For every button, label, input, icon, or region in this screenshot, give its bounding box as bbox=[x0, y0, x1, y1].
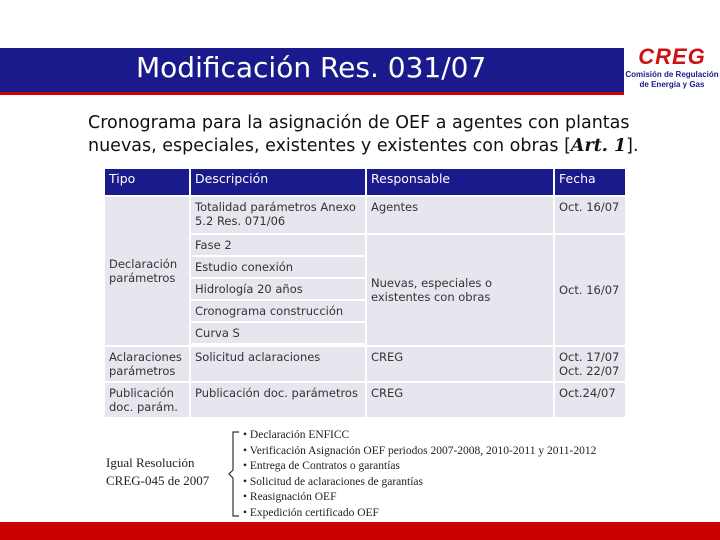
cell-desc-publicacion: Publicación doc. parámetros bbox=[190, 382, 366, 418]
fecha-aclaraciones-1: Oct. 17/07 bbox=[559, 350, 620, 364]
list-item: • Entrega de Contratos o garantías bbox=[243, 459, 596, 475]
table-header-row bbox=[104, 168, 626, 196]
subtitle-line-2-suffix: ]. bbox=[626, 136, 639, 156]
resolution-note bbox=[106, 454, 224, 490]
slide-title: Modificación Res. 031/07 bbox=[136, 51, 487, 84]
logo-line-1: Comisión de Regulación bbox=[625, 70, 719, 79]
header-tipo: Tipo bbox=[104, 168, 190, 196]
cell-fecha-group: Oct. 16/07 bbox=[554, 234, 626, 346]
cell-cronograma-construccion: Cronograma construcción bbox=[190, 300, 366, 322]
cell-fecha-r1: Oct. 16/07 bbox=[554, 196, 626, 234]
header-fecha: Fecha bbox=[554, 168, 626, 196]
title-underline bbox=[0, 92, 624, 95]
table-row bbox=[104, 196, 626, 234]
fecha-aclaraciones-2: Oct. 22/07 bbox=[559, 364, 620, 378]
resolution-line-2: CREG-045 de 2007 bbox=[106, 473, 210, 488]
table-row bbox=[104, 382, 626, 418]
list-item: • Reasignación OEF bbox=[243, 490, 596, 506]
cell-hidrologia: Hidrología 20 años bbox=[190, 278, 366, 300]
header-responsable: Responsable bbox=[366, 168, 554, 196]
resolution-line-1: Igual Resolución bbox=[106, 455, 195, 470]
cell-resp-nuevas: Nuevas, especiales o existentes con obras bbox=[366, 234, 554, 346]
list-item: • Declaración ENFICC bbox=[243, 428, 596, 444]
left-brace-icon bbox=[228, 430, 240, 518]
cell-tipo-aclaraciones: Aclaraciones parámetros bbox=[104, 346, 190, 382]
list-item: • Solicitud de aclaraciones de garantías bbox=[243, 475, 596, 491]
cell-resp-creg-1: CREG bbox=[366, 346, 554, 382]
cell-desc-aclaraciones: Solicitud aclaraciones bbox=[190, 346, 366, 382]
logo-mark: CREG bbox=[638, 44, 706, 69]
subtitle-line-2-prefix: nuevas, especiales, existentes y existentes con obras [ bbox=[88, 136, 571, 156]
header-descripcion: Descripción bbox=[190, 168, 366, 196]
cell-curva-s: Curva S bbox=[190, 322, 366, 344]
cell-tipo-publicacion: Publicación doc. parám. bbox=[104, 382, 190, 418]
cell-resp-agentes: Agentes bbox=[366, 196, 554, 234]
footer-bar bbox=[0, 522, 720, 540]
subtitle bbox=[88, 112, 708, 158]
article-reference: Art. 1 bbox=[570, 136, 627, 156]
schedule-table bbox=[103, 167, 627, 419]
creg-logo bbox=[624, 40, 720, 100]
logo-line-2: de Energía y Gas bbox=[639, 80, 705, 89]
cell-fecha-aclaraciones bbox=[554, 346, 626, 382]
cell-fecha-publicacion: Oct.24/07 bbox=[554, 382, 626, 418]
cell-fase-2: Fase 2 bbox=[190, 234, 366, 256]
cell-estudio-conexion: Estudio conexión bbox=[190, 256, 366, 278]
cell-resp-creg-2: CREG bbox=[366, 382, 554, 418]
table-row bbox=[104, 346, 626, 382]
cell-desc-totalidad: Totalidad parámetros Anexo 5.2 Res. 071/06 bbox=[190, 196, 366, 234]
subtitle-line-1: Cronograma para la asignación de OEF a agentes con plantas bbox=[88, 113, 630, 133]
cell-tipo-declaracion: Declaración parámetros bbox=[104, 196, 190, 346]
list-item: • Verificación Asignación OEF periodos 2007-2008, 2010-2011 y 2011-2012 bbox=[243, 444, 596, 460]
activities-list bbox=[243, 428, 596, 521]
list-item: • Expedición certificado OEF bbox=[243, 506, 596, 522]
